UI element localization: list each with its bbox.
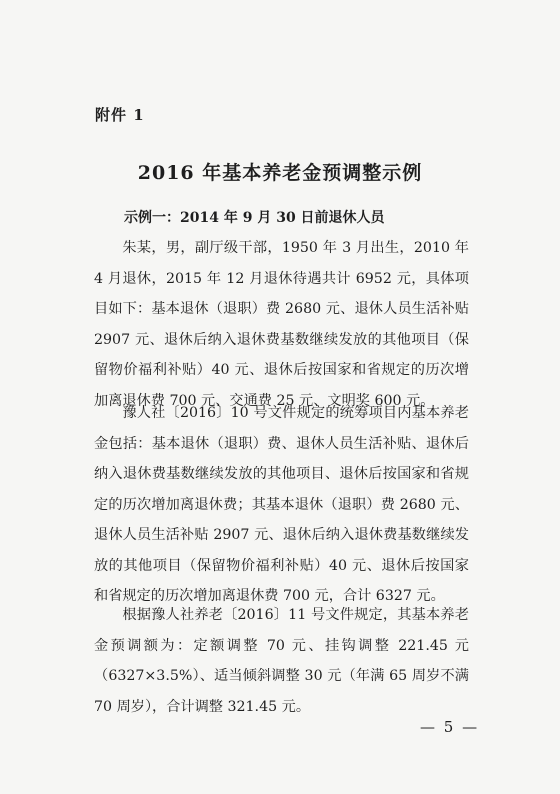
- paragraph-2: 豫人社〔2016〕10 号文件规定的统筹项目内基本养老金包括：基本退休（退职）费、退休人员生活补贴、退休后纳入退休费基数继续发放的其他项目、退休后按国家和省规定的历次增加离退休费；其基本退休（退职）费 2680 元、退休人员生活补贴 2907 元、退休后纳入退休费基数继续发放的其他项目（保留物价福利补贴）40 元、退休后按国家和省规定的历次增加离退休费 700 元，合计 6327 元。: [94, 405, 469, 604]
- page-number: — 5 —: [420, 718, 480, 736]
- paragraph-1: 朱某，男，副厅级干部，1950 年 3 月出生，2010 年 4 月退休，2015 年 12 月退休待遇共计 6952 元，具体项目如下：基本退休（退职）费 2680 元、退休人员生活补贴 2907 元、退休后纳入退休费基数继续发放的其他项目（保留物价福利补贴）40 元、退休后按国家和省规定的历次增加离退休费 700 元、交通费 25 元、文明奖 600 元。: [94, 240, 469, 409]
- example-heading: 示例一：2014 年 9 月 30 日前退休人员: [124, 210, 385, 226]
- page-title: 2016 年基本养老金预调整示例: [137, 162, 423, 184]
- paragraph-3: 根据豫人社养老〔2016〕11 号文件规定，其基本养老金预调额为：定额调整 70 元、挂钩调整 221.45 元（6327×3.5%）、适当倾斜调整 30 元（年满 65 周岁不满 70 周岁），合计调整 321.45 元。: [94, 607, 469, 715]
- attachment-label: 附件 1: [95, 106, 145, 124]
